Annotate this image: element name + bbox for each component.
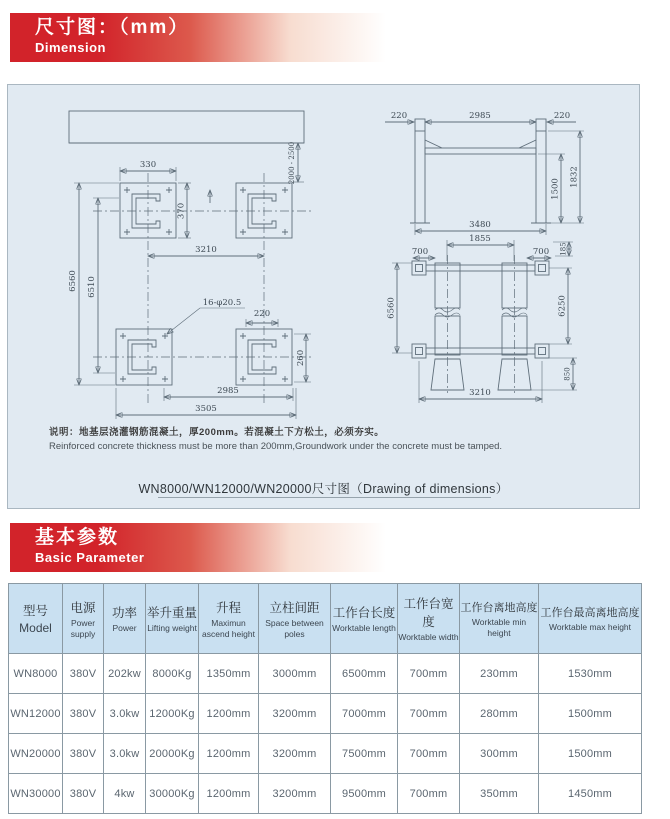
cell: 4kw [104, 774, 146, 814]
cell: WN12000 [9, 694, 63, 734]
dim-1832: 1832 [569, 166, 580, 188]
cell: 8000Kg [146, 654, 199, 694]
cell: 380V [63, 734, 104, 774]
cell: 7000mm [331, 694, 398, 734]
parameter-title-zh: 基本参数 [35, 527, 120, 548]
cell: 3200mm [259, 734, 331, 774]
cell: 1530mm [539, 654, 642, 694]
dim-1500: 1500 [550, 178, 561, 200]
cell: WN8000 [9, 654, 63, 694]
drawing-caption: WN8000/WN12000/WN20000尺寸图（Drawing of dimensions） [138, 482, 509, 496]
col-header-worktable-min-height: 工作台离地高度 Worktable min height [460, 584, 539, 654]
col-header-power: 功率 Power [104, 584, 146, 654]
cell: 280mm [460, 694, 539, 734]
table-row-wn20000 [9, 734, 642, 774]
parameter-title-en: Basic Parameter [35, 550, 145, 565]
dim-3210-left: 3210 [195, 245, 217, 255]
parameter-section-header [10, 523, 410, 572]
cell: 300mm [460, 734, 539, 774]
cell: 700mm [398, 694, 460, 734]
dim-220-col-right: 220 [553, 111, 571, 121]
table-row-wn12000 [9, 694, 642, 734]
cell: 380V [63, 654, 104, 694]
col-header-worktable-length: 工作台长度 Worktable length [331, 584, 398, 654]
dim-6250: 6250 [557, 295, 568, 317]
cell: 380V [63, 774, 104, 814]
dim-1855: 1855 [469, 234, 491, 244]
dim-850: 850 [563, 367, 572, 381]
table-header-row [9, 584, 642, 654]
col-header-lifting-weight: 举升重量 Lifting weight [146, 584, 199, 654]
table-row-wn30000 [9, 774, 642, 814]
cell: 3000mm [259, 654, 331, 694]
cell: 1500mm [539, 734, 642, 774]
dim-700-left: 700 [411, 247, 429, 257]
dim-3480: 3480 [469, 220, 491, 230]
dimension-drawing-panel [7, 84, 640, 509]
dim-clearance: 2000 - 2500 [288, 141, 296, 185]
dimension-section-header [10, 13, 410, 62]
basic-parameter-table [8, 583, 642, 814]
col-header-worktable-width: 工作台宽度 Worktable width [398, 584, 460, 654]
cell: 7500mm [331, 734, 398, 774]
cell: 202kw [104, 654, 146, 694]
dim-2985-front: 2985 [469, 111, 491, 121]
col-header-ascend-height: 升程 Maximun ascend height [199, 584, 259, 654]
cell: 3200mm [259, 774, 331, 814]
cell: 1200mm [199, 774, 259, 814]
foundation-note-zh: 说明：地基层浇灌钢筋混凝土，厚200mm。若混凝土下方松土，必须夯实。 [49, 427, 385, 438]
caption-underline [158, 497, 491, 498]
dim-220-pad: 220 [253, 309, 271, 319]
cell: 700mm [398, 654, 460, 694]
dim-220-col-left: 220 [390, 111, 408, 121]
plan-view-left-drawing [68, 111, 313, 419]
cell: 12000Kg [146, 694, 199, 734]
cell: 3200mm [259, 694, 331, 734]
cell: 1350mm [199, 654, 259, 694]
dim-260: 260 [296, 349, 306, 367]
cell: 20000Kg [146, 734, 199, 774]
dimension-title-zh: 尺寸图：（mm） [35, 17, 190, 38]
dim-185: 185 [559, 242, 568, 256]
cell: 1200mm [199, 694, 259, 734]
wall-hatch [69, 111, 304, 143]
dim-6560-right: 6560 [386, 297, 397, 319]
cell: 1500mm [539, 694, 642, 734]
dim-3210-right: 3210 [469, 388, 491, 398]
plan-view-right-drawing [387, 234, 578, 403]
foundation-note-en: Reinforced concrete thickness must be more than 200mm,Groundwork under the concrete must be tamped. [49, 441, 503, 452]
cell: 1450mm [539, 774, 642, 814]
col-header-power-supply: 电源 Power supply [63, 584, 104, 654]
cell: 700mm [398, 774, 460, 814]
dimension-title-en: Dimension [35, 40, 106, 55]
cell: 9500mm [331, 774, 398, 814]
cell: WN20000 [9, 734, 63, 774]
cell: 230mm [460, 654, 539, 694]
cell: 350mm [460, 774, 539, 814]
cell: 1200mm [199, 734, 259, 774]
cell: 30000Kg [146, 774, 199, 814]
front-view-drawing [385, 111, 584, 235]
col-header-space-between-poles: 立柱间距 Space between poles [259, 584, 331, 654]
bolt-spec-label: 16-φ20.5 [202, 298, 242, 308]
cell: WN30000 [9, 774, 63, 814]
dim-370: 370 [176, 202, 187, 220]
col-header-model: 型号 Model [9, 584, 63, 654]
cell: 3.0kw [104, 734, 146, 774]
dim-6560-left: 6560 [68, 270, 78, 292]
cell: 6500mm [331, 654, 398, 694]
cell: 380V [63, 694, 104, 734]
table-row-wn8000 [9, 654, 642, 694]
cell: 700mm [398, 734, 460, 774]
cell: 3.0kw [104, 694, 146, 734]
dim-700-right: 700 [532, 247, 550, 257]
dim-330: 330 [139, 160, 157, 170]
dim-2985-left: 2985 [217, 386, 239, 396]
dim-3505: 3505 [195, 404, 217, 414]
col-header-worktable-max-height: 工作台最高离地高度 Worktable max height [539, 584, 642, 654]
dim-6510: 6510 [87, 276, 97, 298]
